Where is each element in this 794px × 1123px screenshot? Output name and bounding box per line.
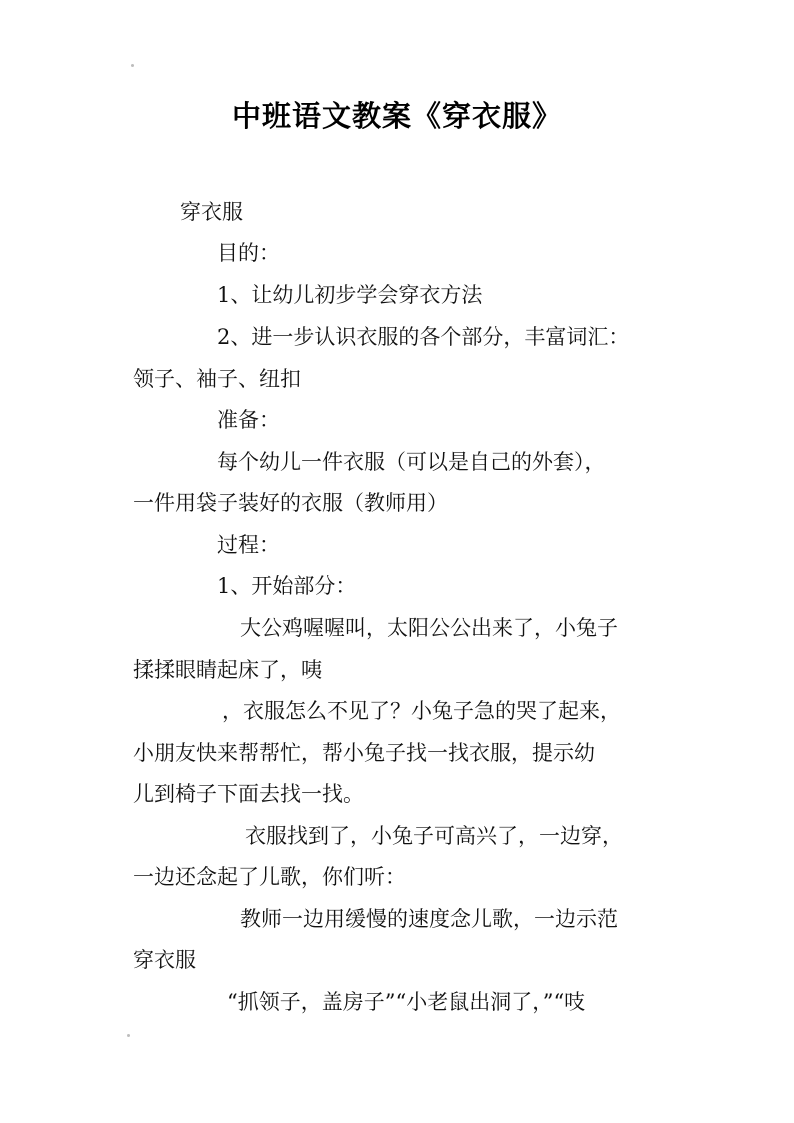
paragraph-line: 1、让幼儿初步学会穿衣方法 [217, 283, 483, 307]
paragraph-line: 准备： [217, 408, 280, 432]
paragraph-line: “抓领子，盖房子”“小老鼠出洞了，”“吱 [227, 990, 586, 1014]
paragraph-line: 目的： [217, 241, 280, 265]
paragraph-line: 儿到椅子下面去找一找。 [133, 782, 364, 806]
scan-mark-bottom [127, 1034, 130, 1037]
paragraph-line: 教师一边用缓慢的速度念儿歌，一边示范 [240, 907, 618, 931]
paragraph-line: 2、进一步认识衣服的各个部分，丰富词汇： [217, 325, 630, 349]
paragraph-line: 一边还念起了儿歌，你们听： [133, 865, 406, 889]
page-title: 中班语文教案《穿衣服》 [231, 99, 562, 133]
paragraph-line: 穿衣服 [133, 948, 196, 972]
paragraph-line: 一件用袋子装好的衣服（教师用） [133, 491, 448, 515]
paragraph-line: 过程： [217, 533, 280, 557]
paragraph-line: 1、开始部分： [217, 574, 357, 598]
section-heading: 穿衣服 [180, 200, 243, 224]
scan-mark-top [131, 64, 134, 67]
paragraph-line: 领子、袖子、纽扣 [133, 367, 301, 391]
paragraph-line: 衣服找到了，小兔子可高兴了，一边穿， [245, 824, 623, 848]
paragraph-line: ，衣服怎么不见了？小兔子急的哭了起来， [222, 699, 621, 723]
paragraph-line: 小朋友快来帮帮忙，帮小兔子找一找衣服，提示幼 [133, 741, 595, 765]
paragraph-line: 每个幼儿一件衣服（可以是自己的外套）， [217, 450, 606, 474]
paragraph-line: 大公鸡喔喔叫，太阳公公出来了，小兔子 [240, 616, 618, 640]
paragraph-line: 揉揉眼睛起床了，咦 [133, 658, 322, 682]
